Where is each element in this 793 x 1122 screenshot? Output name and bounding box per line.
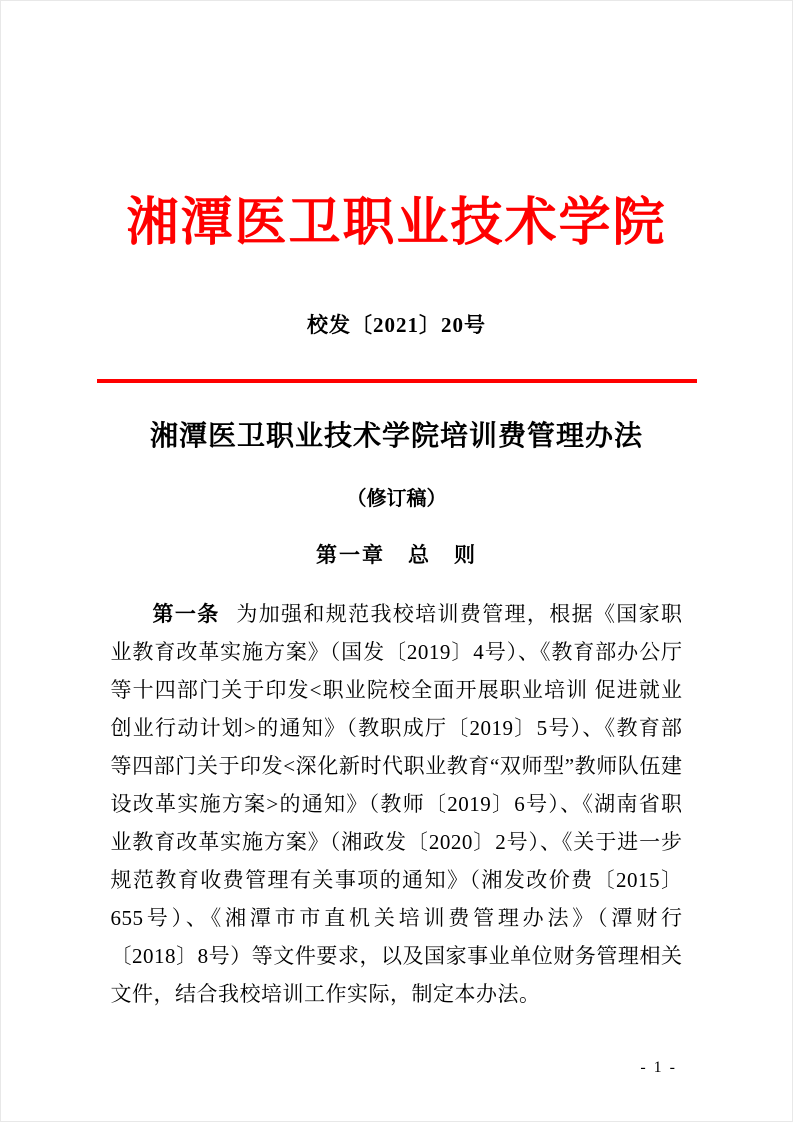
article-paragraph	[111, 595, 683, 1013]
institution-letterhead: 湘潭医卫职业技术学院	[126, 195, 667, 252]
page-number: - 1 -	[640, 1059, 677, 1076]
document-title: 湘潭医卫职业技术学院培训费管理办法	[149, 421, 643, 453]
red-divider-line	[97, 379, 697, 383]
chapter-heading: 第一章 总 则	[316, 542, 477, 567]
article-text: 为加强和规范我校培训费管理，根据《国家职业教育改革实施方案》（国发〔2019〕4号）、《教育部办公厅等十四部门关于印发<职业院校全面开展职业培训 促进就业创业行动计划>的通知》（教职成厅〔2019〕5号）、《教育部等四部门关于印发<深化新时代职业教育“双师型”教师队伍建设改革实施方案>的通知》（教师〔2019〕6号）、《湖南省职业教育改革实施方案》（湘政发〔2020〕2号）、《关于进一步规范教育收费管理有关事项的通知》（湘发改价费〔2015〕655号）、《湘潭市市直机关培训费管理办法》（潭财行〔2018〕8号）等文件要求，以及国家事业单位财务管理相关文件，结合我校培训工作实际，制定本办法。	[110, 601, 683, 1006]
article-label: 第一条	[152, 601, 220, 626]
document-subtitle: （修订稿）	[346, 487, 447, 510]
document-number: 校发〔2021〕20号	[307, 313, 486, 338]
